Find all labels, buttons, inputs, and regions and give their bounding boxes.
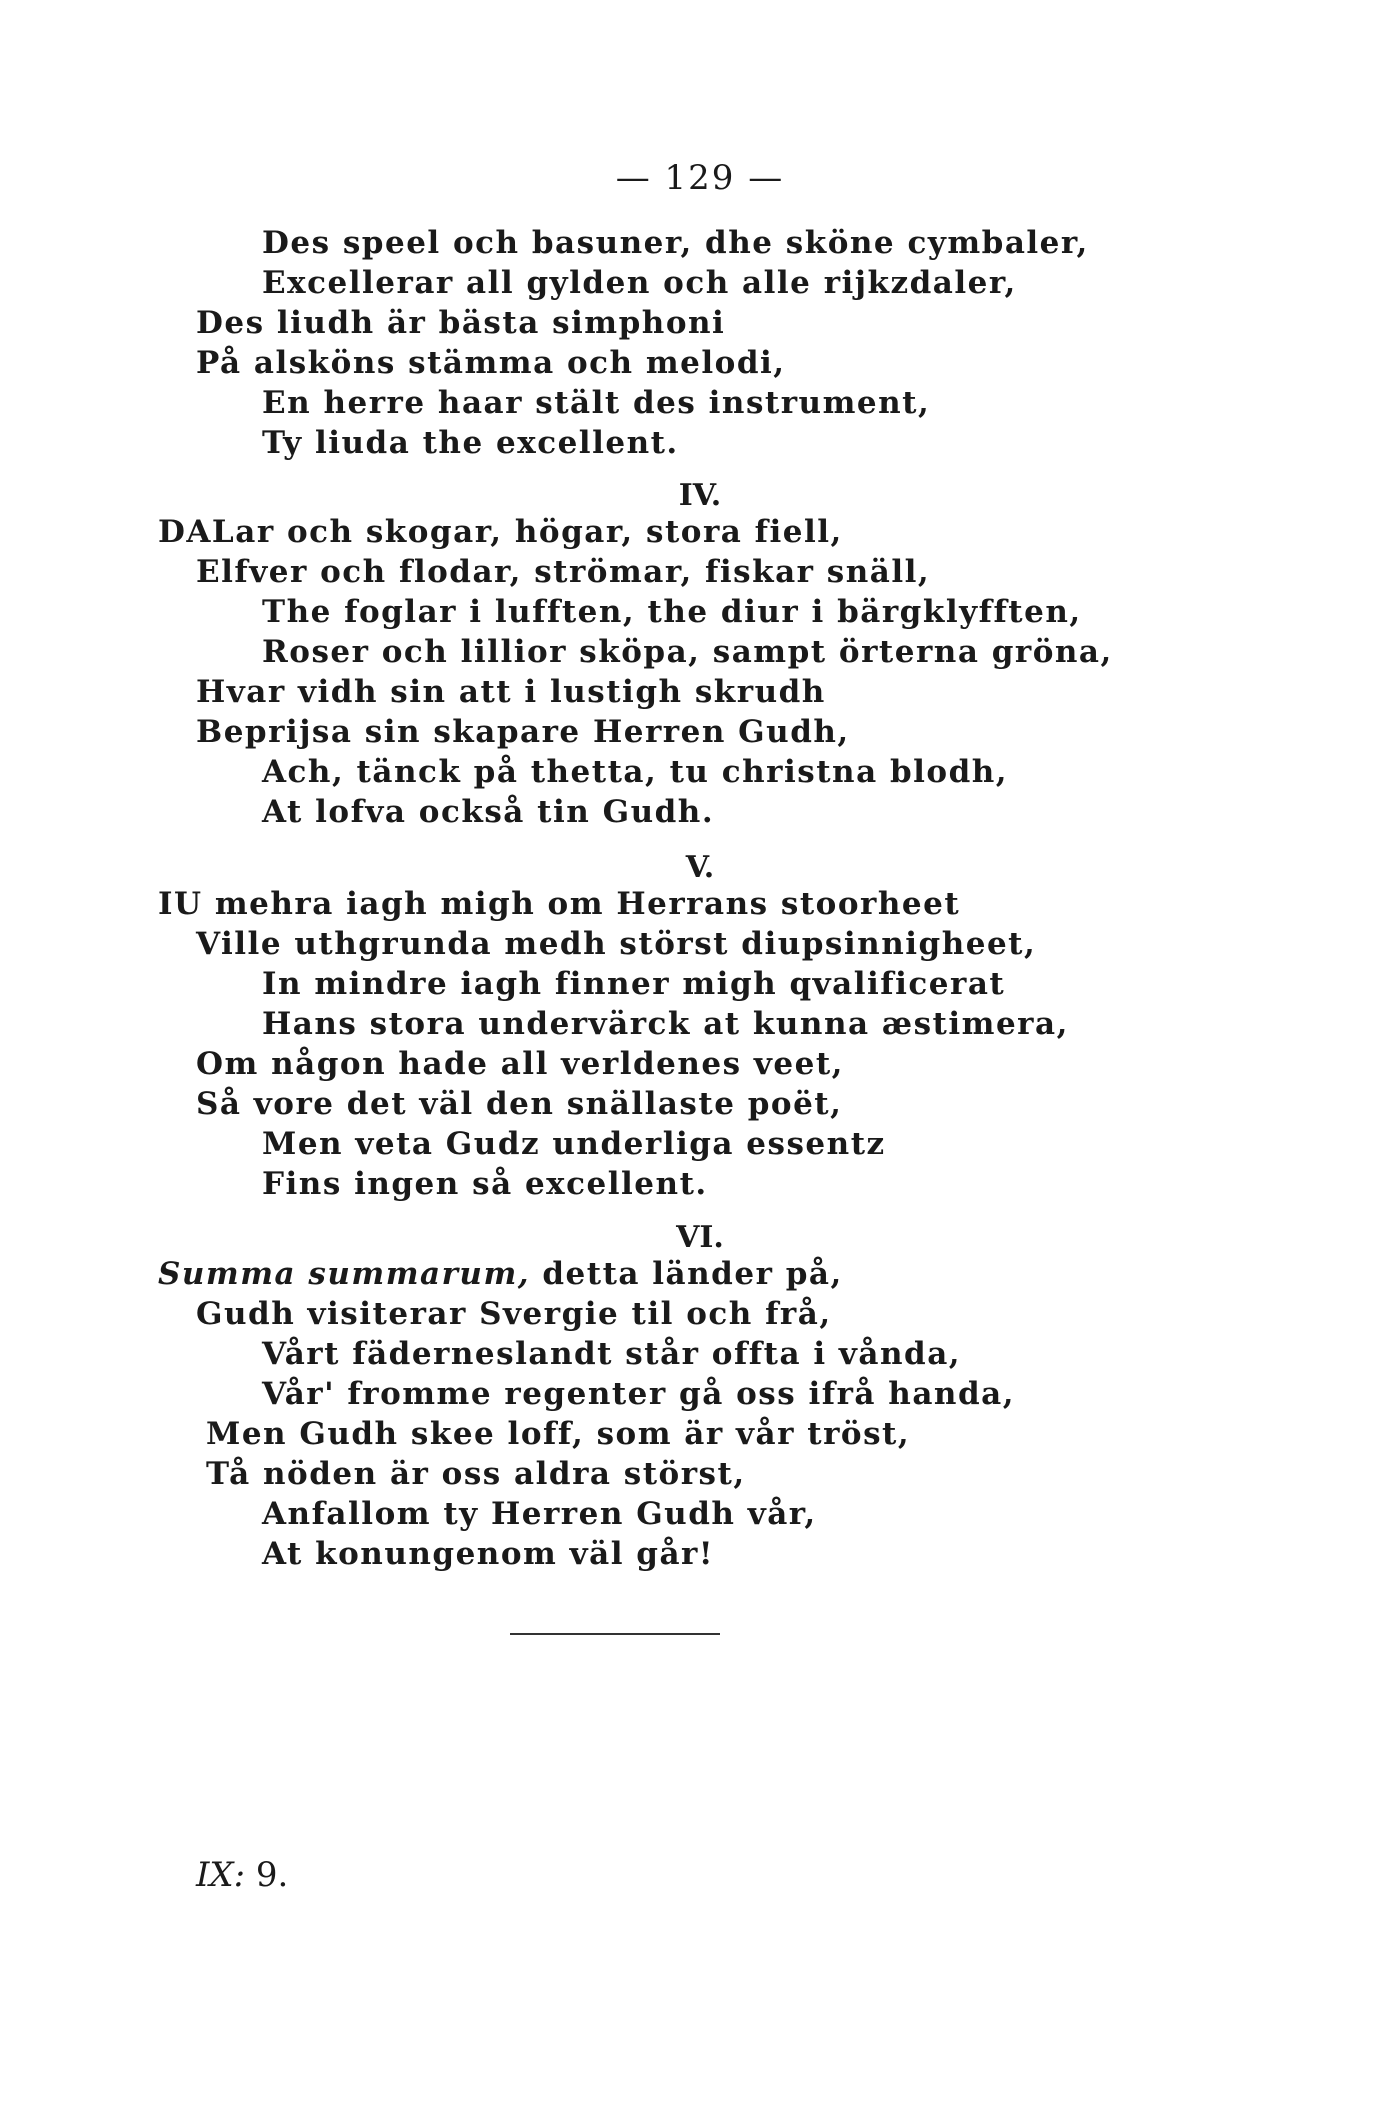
- poem-line: På alsköns stämma och melodi,: [196, 345, 786, 381]
- poem-line: Gudh visiterar Svergie til och frå,: [196, 1296, 832, 1332]
- stanza-numeral-v: V.: [685, 850, 715, 885]
- signature-number: 9.: [245, 1855, 289, 1895]
- poem-line: Fins ingen så excellent.: [262, 1166, 708, 1202]
- poem-line: Tå nöden är oss aldra störst,: [206, 1456, 746, 1492]
- poem-line: Excellerar all gylden och alle rijkzdaler,: [262, 265, 1017, 301]
- poem-line: IU mehra iagh migh om Herrans stoorheet: [158, 886, 961, 922]
- printer-signature: [196, 1853, 288, 1897]
- signature-mark: IX:: [196, 1855, 246, 1895]
- poem-line: Vårt fäderneslandt står offta i vånda,: [262, 1336, 962, 1372]
- poem-line: Vår' fromme regenter gå oss ifrå handa,: [262, 1376, 1016, 1412]
- poem-line: Beprijsa sin skapare Herren Gudh,: [196, 714, 850, 750]
- poem-line: Anfallom ty Herren Gudh vår,: [262, 1496, 817, 1532]
- poem-line: At konungenom väl går!: [262, 1536, 714, 1572]
- poem-line: Men veta Gudz underliga essentz: [262, 1126, 886, 1162]
- poem-line: Men Gudh skee loff, som är vår tröst,: [206, 1416, 911, 1452]
- poem-line: Des liudh är bästa simphoni: [196, 305, 726, 341]
- poem-line: [158, 1254, 843, 1294]
- poem-line: Roser och lillior sköpa, sampt örterna gröna,: [262, 634, 1113, 670]
- poem-line: Hvar vidh sin att i lustigh skrudh: [196, 674, 826, 710]
- poem-line: En herre haar stält des instrument,: [262, 385, 931, 421]
- poem-line: Elfver och flodar, strömar, fiskar snäll,: [196, 554, 931, 590]
- poem-line: At lofva också tin Gudh.: [262, 794, 715, 830]
- latin-phrase: Summa summarum,: [158, 1256, 531, 1292]
- poem-line: Ach, tänck på thetta, tu christna blodh,: [262, 754, 1009, 790]
- poem-line: DALar och skogar, högar, stora fiell,: [158, 514, 843, 550]
- line-rest: detta länder på,: [530, 1256, 843, 1292]
- poem-line: Hans stora undervärck at kunna æstimera,: [262, 1006, 1069, 1042]
- poem-line: Så vore det väl den snällaste poët,: [196, 1086, 843, 1122]
- section-divider: [510, 1633, 720, 1635]
- poem-line: In mindre iagh finner migh qvalificerat: [262, 966, 1006, 1002]
- poem-line: Ty liuda the excellent.: [262, 425, 679, 461]
- page-number: — 129 —: [615, 158, 785, 198]
- poem-line: Om någon hade all verldenes veet,: [196, 1046, 844, 1082]
- poem-line: The foglar i lufften, the diur i bärgklyfften,: [262, 594, 1082, 630]
- poem-line: Des speel och basuner, dhe sköne cymbaler,: [262, 225, 1089, 261]
- stanza-numeral-vi: VI.: [676, 1220, 724, 1255]
- stanza-numeral-iv: IV.: [678, 478, 722, 513]
- poem-line: Ville uthgrunda medh störst diupsinnigheet,: [196, 926, 1037, 962]
